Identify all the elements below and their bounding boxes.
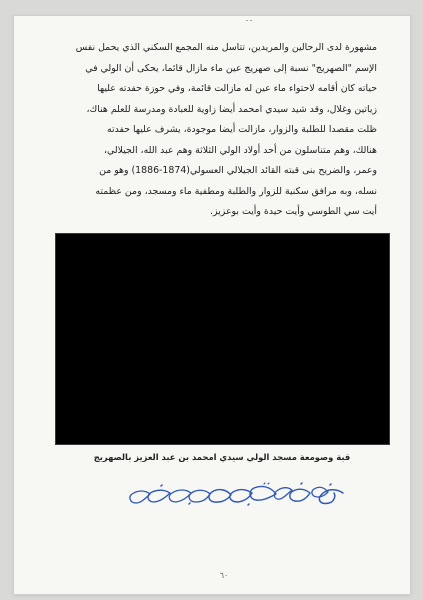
photo-caption: قبة وصومعة مسجد الولي سيدي امحمد بن عبد العزيز بالصهريج <box>93 452 351 462</box>
handwritten-note <box>122 478 348 512</box>
shrine-photo-illustration <box>56 234 389 444</box>
main-paragraph <box>44 38 377 223</box>
paragraph-line: ظلت مقصدا للطلبة والزوار، مازالت أيضا موجودة، يشرف عليها حفدته <box>106 124 377 135</box>
paragraph-line: نسله، وبه مرافق سكنية للزوار والطلبة ومطفية ماء ومسجد، ومن عظمته <box>95 185 377 197</box>
paragraph-line: حياته كان أقامه لاحتواء ماء عين له مازالت قائمة، وفي حوزة حفدته عليها <box>97 83 377 94</box>
historic-photo <box>55 233 390 445</box>
paragraph-line: وعمر، والضريح بنى قبته القائد الجيلالي العسولي(1874-1886) وهو من <box>99 165 377 176</box>
document-page <box>14 16 410 594</box>
paragraph-line: الإسم "الصهريج" نسبة إلى صهريج عين ماء مازال قائما، يحكى أن الولي في <box>85 62 377 74</box>
paragraph-line: أيت سي الطوسي وأيت حيدة وأيت بوعزيز. <box>210 206 377 217</box>
top-page-mark: ـ ـ <box>246 16 253 23</box>
handwriting-signature <box>122 478 348 512</box>
paragraph-line: مشهورة لدى الرحالين والمريدين، تتاسل منه المجمع السكني الذي يحمل نفس <box>75 42 377 53</box>
paragraph-line: هنالك، وهم متناسلون من أحد أولاد الولي الثلاثة وهم عبد الله، الجيلالي، <box>103 144 377 156</box>
paragraph-line: زياتين وغلال، وقد شيد سيدي امحمد أيضا زاوية للعبادة ومدرسة للعلم هناك، <box>86 103 377 115</box>
page-number: ٦٠ <box>219 571 229 580</box>
